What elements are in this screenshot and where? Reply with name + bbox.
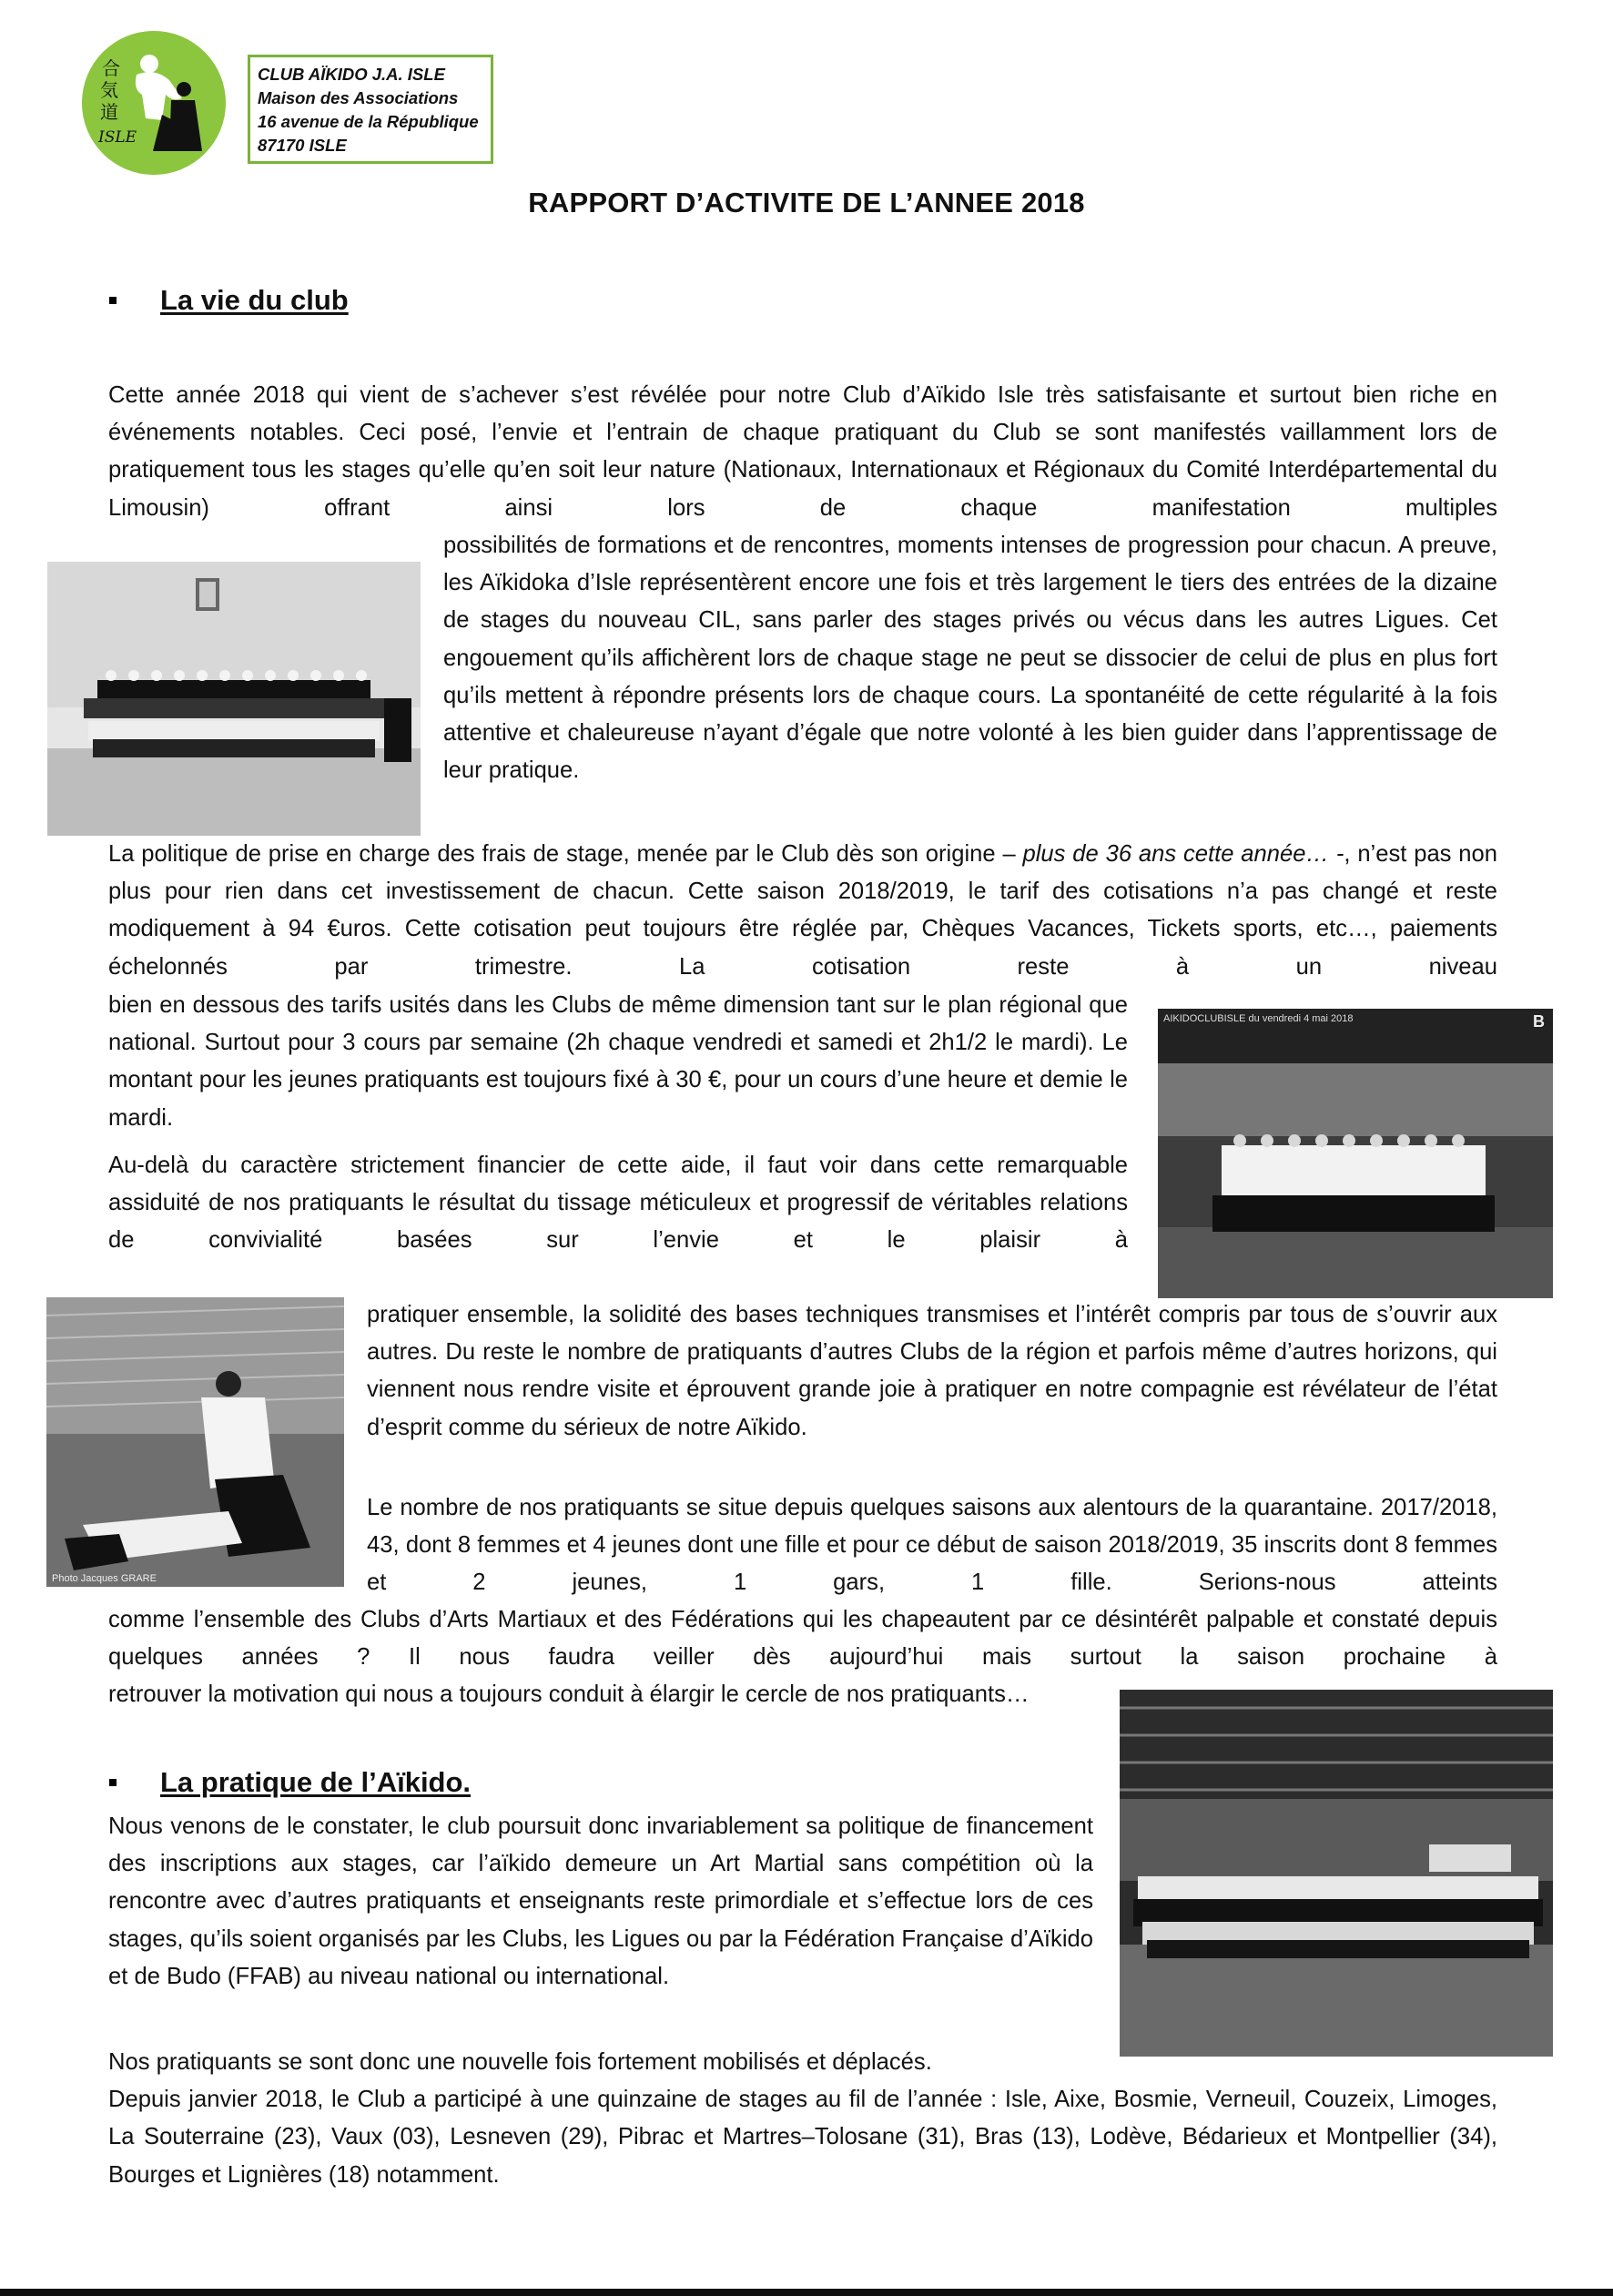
- paragraph-text: pratiquer ensemble, la solidité des bases techniques transmises et l’intérêt compris par tous de s’ouvrir aux autres. Du reste le nombre de pratiquants d’autres Clubs de la région et parfois même d’autres horizons, qui viennent nous rendre visite et éprouvent grande joie à pratiquer en notre compagnie est révélateur de l’état d’esprit comme du sérieux de notre Aïkido.: [367, 1302, 1497, 1440]
- svg-text:道: 道: [100, 101, 118, 123]
- paragraph-3-intro: [108, 1147, 1128, 1260]
- paragraph-text: Au-delà du caractère strictement financier de cette aide, il faut voir dans cette remarquable assiduité de nos pratiquants le résultat du tissage méticuleux et progressif de véritables relations de convivialité basées sur l’envie et le plaisir à: [108, 1153, 1128, 1254]
- paragraph-text: Le nombre de nos pratiquants se situe depuis quelques saisons aux alentours de la quarantaine. 2017/2018, 43, dont 8 femmes et 4 jeunes dont une fille et pour ce début de saison 2018/2019, 35 inscrits dont 8 femmes et 2 jeunes, 1 gars, 1 fille. Serions-nous atteints: [367, 1495, 1497, 1596]
- paragraph-2-continued: [108, 987, 1128, 1137]
- paragraph-text-line-1: Nos pratiquants se sont donc une nouvelle fois fortement mobilisés et déplacés.: [108, 2049, 932, 2075]
- aikido-logo-icon: [82, 31, 226, 175]
- paragraph-4-intro: [367, 1489, 1497, 1602]
- photo-large-group-gymnasium: [1120, 1690, 1553, 2057]
- photo-credit: Photo Jacques GRARE: [52, 1573, 157, 1584]
- paragraph-text-rest: , n’est pas non plus pour rien dans cet investissement de chacun. Cette saison 2018/2019, le tarif des cotisations n’a pas changé et reste modiquement à 94 €uros. Cette cotisation peut toujours être réglée par, Chèques Vacances, Tickets sports, etc…, paiements échelonnés par trimestre. La cotisation reste à un niveau: [108, 841, 1498, 980]
- paragraph-3-continued: [367, 1296, 1497, 1447]
- svg-text:合: 合: [102, 57, 120, 79]
- address-line-street: 16 avenue de la République: [258, 112, 479, 131]
- paragraph-2-policy: [108, 836, 1497, 986]
- section-title: La pratique de l’Aïkido.: [160, 1766, 472, 1798]
- svg-text:気: 気: [100, 79, 118, 101]
- paragraph-text: comme l’ensemble des Clubs d’Arts Martiaux et des Fédérations qui les chapeautent par ce désintérêt palpable et constaté depuis quelques années ? Il nous faudra veiller dès aujourd’hui mais surtout la saison prochaine à: [108, 1607, 1497, 1671]
- paragraph-text: Nous venons de le constater, le club poursuit donc invariablement sa politique de financement des inscriptions aux stages, car l’aïkido demeure un Art Martial sans compétition où la rencontre avec d’autres pratiquants et enseignants reste primordiale et s’effectue lors de ces stages, qu’ils soient organisés par les Clubs, les Ligues ou par la Fédération Française d’Aïkido et de Budo (FFAB) au niveau national ou international.: [108, 1813, 1093, 1989]
- paragraph-text-emphasis: plus de 36 ans cette année… -: [1022, 841, 1344, 867]
- photo-technique-demo: [46, 1297, 344, 1587]
- address-line-club: CLUB AÏKIDO J.A. ISLE: [258, 65, 445, 84]
- bullet-icon: [109, 297, 117, 304]
- paragraph-text: [108, 836, 1497, 986]
- photo-caption: AIKIDOCLUBISLE du vendredi 4 mai 2018: [1163, 1013, 1354, 1024]
- photo-club-group-dojo: [47, 562, 421, 836]
- club-address-box: [248, 55, 493, 164]
- svg-text:ISLE: ISLE: [98, 128, 137, 147]
- paragraph-6-stages: [108, 2044, 1497, 2194]
- page-title: RAPPORT D’ACTIVITE DE L’ANNEE 2018: [528, 187, 1085, 218]
- page-bottom-rule: [0, 2289, 1613, 2296]
- section-aikido-practice: [109, 1766, 471, 1799]
- paragraph-text-line-2: Depuis janvier 2018, le Club a participé à une quinzaine de stages au fil de l’année : Isle, Aixe, Bosmie, Verneuil, Couzeix, Limoges, La Souterraine (23), Vaux (03), Lesneven (29), Pibrac et Martres–Tolosane (31), Bras (13), Lodève, Bédarieux et Montpellier (34), Bourges et Lignières (18) notamment.: [108, 2087, 1497, 2188]
- address-line-house: Maison des Associations: [258, 88, 459, 107]
- paragraph-5-practice: [108, 1808, 1093, 1996]
- photo-mark: B: [1533, 1012, 1545, 1031]
- paragraph-4-end: [108, 1676, 1093, 1713]
- section-title: La vie du club: [160, 284, 349, 316]
- section-club-life: [109, 284, 349, 317]
- bullet-icon: [109, 1779, 117, 1786]
- photo-club-group-gym: [1158, 1009, 1553, 1298]
- address-line-city: 87170 ISLE: [258, 136, 347, 155]
- paragraph-1-intro: [108, 377, 1497, 527]
- paragraph-1-continued: [443, 527, 1497, 789]
- paragraph-text: Cette année 2018 qui vient de s’achever s’est révélée pour notre Club d’Aïkido Isle très satisfaisante et surtout bien riche en événements notables. Ceci posé, l’envie et l’entrain de chaque pratiquant du Club se sont manifestés vaillamment lors de pratiquement tous les stages qu’elle qu’en soit leur nature (Nationaux, Internationaux et Régionaux du Comité Interdépartemental du Limousin) offrant ainsi lors de chaque manifestation multiples: [108, 382, 1497, 521]
- paragraph-text: bien en dessous des tarifs usités dans les Clubs de même dimension tant sur le plan régional que national. Surtout pour 3 cours par semaine (2h chaque vendredi et samedi et 2h1/2 le mardi). Le montant pour les jeunes pratiquants est toujours fixé à 30 €, pour un cours d’une heure et demie le mardi.: [108, 992, 1128, 1131]
- club-logo: [82, 31, 226, 175]
- paragraph-4-middle: [108, 1601, 1497, 1676]
- paragraph-text-start: La politique de prise en charge des frais de stage, menée par le Club dès son origine –: [108, 841, 1023, 867]
- paragraph-text: retrouver la motivation qui nous a toujours conduit à élargir le cercle de nos pratiquants…: [108, 1681, 1030, 1707]
- paragraph-text: possibilités de formations et de rencontres, moments intenses de progression pour chacun. A preuve, les Aïkidoka d’Isle représentèrent encore une fois et très largement le tiers des entrées de la dizaine de stages du nouveau CIL, sans parler des stages privés ou vécus dans les autres Ligues. Cet engouement qu’ils affichèrent lors de chaque stage ne peut se dissocier de celui de plus en plus fort qu’ils mettent à répondre présents lors de chaque cours. La spontanéité de cette régularité à la fois attentive et chaleureuse n’ayant d’égale que notre volonté à les bien guider dans l’apprentissage de leur pratique.: [443, 533, 1497, 784]
